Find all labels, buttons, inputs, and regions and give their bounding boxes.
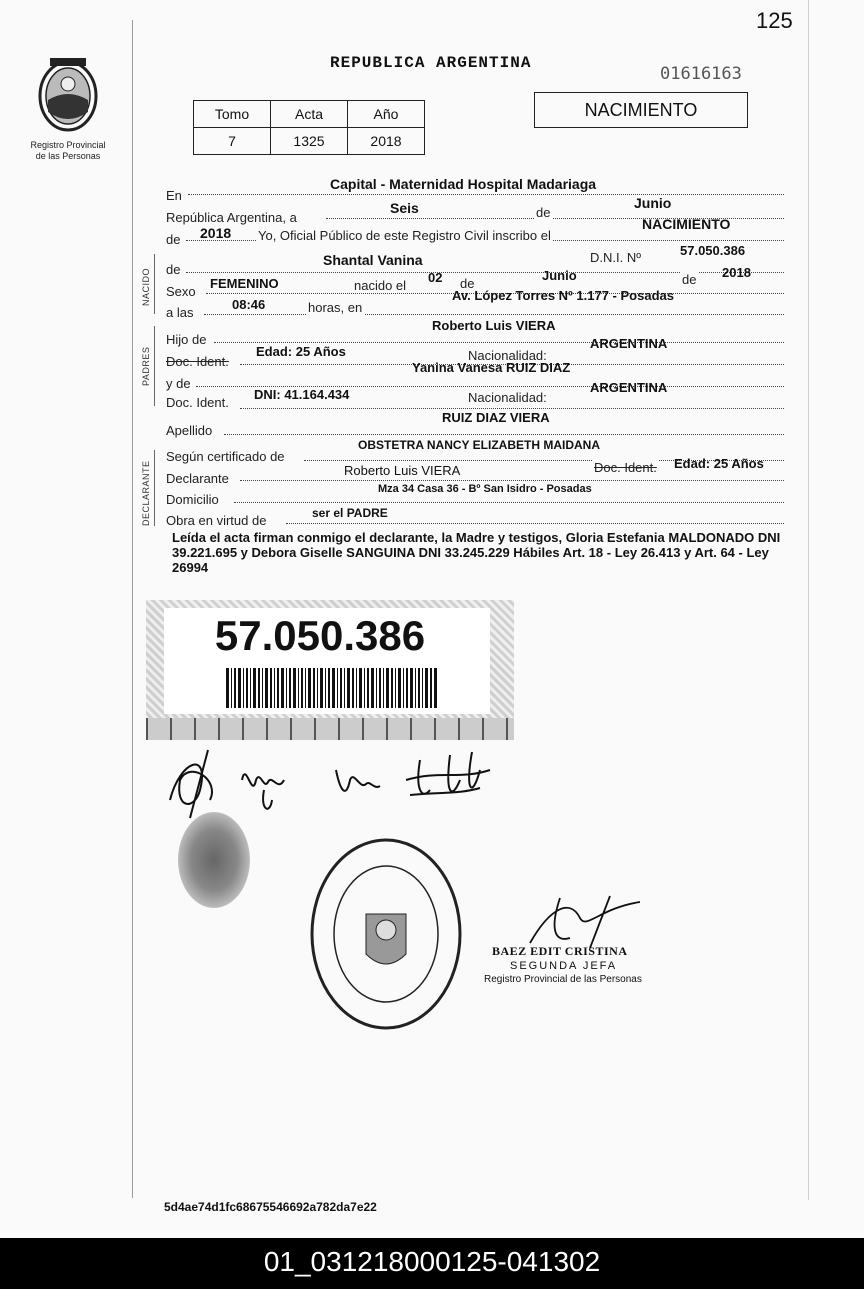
margin-line bbox=[132, 20, 133, 1198]
page-edge-line bbox=[808, 0, 809, 1200]
declarante-label: Declarante bbox=[166, 471, 229, 486]
dni-label: D.N.I. Nº bbox=[590, 250, 641, 265]
birth-year-value: 2018 bbox=[722, 265, 751, 280]
declarante-doc-value: Edad: 25 Años bbox=[674, 456, 764, 471]
document-hash: 5d4ae74d1fc68675546692a782da7e22 bbox=[164, 1200, 377, 1214]
dni-sticker-inner bbox=[164, 608, 490, 714]
mother-doc-value: DNI: 41.164.434 bbox=[254, 387, 350, 402]
registry-table bbox=[193, 100, 425, 155]
mother-name-value: Yanina Vanesa RUIZ DIAZ bbox=[412, 360, 571, 375]
section-label-nacido: NACIDO bbox=[141, 267, 151, 306]
mother-doc-label: Doc. Ident. bbox=[166, 395, 229, 410]
domicilio-value: Mza 34 Casa 36 - Bº San Isidro - Posadas bbox=[378, 483, 592, 495]
registry-table-header bbox=[194, 101, 425, 128]
section-bar-padres bbox=[154, 326, 155, 406]
en-label: En bbox=[166, 188, 182, 203]
section-bar-declarante bbox=[154, 450, 155, 526]
dotted-line bbox=[188, 194, 784, 195]
obra-label: Obra en virtud de bbox=[166, 513, 267, 528]
footer-id: 01_031218000125-041302 bbox=[263, 1246, 601, 1277]
child-name-value: Shantal Vanina bbox=[323, 252, 423, 268]
father-doc-label: Doc. Ident. bbox=[166, 354, 229, 369]
official-signature-icon bbox=[490, 888, 660, 948]
domicilio-label: Domicilio bbox=[166, 492, 219, 507]
hijo-de-label: Hijo de bbox=[166, 332, 207, 347]
official-name: BAEZ EDIT CRISTINA bbox=[492, 944, 628, 958]
logo-caption: Registro Provincial de las Personas bbox=[30, 140, 106, 161]
day-value: Seis bbox=[390, 200, 419, 216]
signing-note: Leída el acta firman conmigo el declarante, la Madre y testigos, Gloria Estefania MALDONADO DNI 39.221.695 y Debora Giselle SANGUINA DNI 33.245.229 Hábiles Art. 18 - Ley 26.413 y Art. 64 - Ley 26994 bbox=[172, 530, 781, 575]
section-bar-nacido bbox=[154, 254, 155, 314]
dotted-line bbox=[286, 523, 784, 524]
mother-nationality-label: Nacionalidad: bbox=[468, 390, 547, 405]
birth-de-label-2: de bbox=[682, 272, 697, 287]
registry-table-values bbox=[194, 128, 425, 155]
value-tomo: 7 bbox=[194, 128, 271, 155]
apellido-value: RUIZ DIAZ VIERA bbox=[442, 410, 550, 425]
page-number: 125 bbox=[756, 8, 793, 33]
official-institution: Registro Provincial de las Personas bbox=[484, 974, 642, 985]
de-label-2: de bbox=[166, 232, 181, 247]
birth-month-value: Junio bbox=[542, 268, 577, 283]
section-label-declarante: DECLARANTE bbox=[141, 460, 151, 526]
obra-value: ser el PADRE bbox=[312, 506, 388, 520]
sticker-security-ribbon bbox=[146, 718, 514, 740]
a-las-label: a las bbox=[166, 305, 194, 320]
place-value: Capital - Maternidad Hospital Madariaga bbox=[330, 176, 597, 192]
handwritten-signatures-icon bbox=[160, 740, 520, 820]
horas-label: horas, en bbox=[308, 300, 363, 315]
declarante-value: Roberto Luis VIERA bbox=[344, 463, 461, 478]
section-label-padres: PADRES bbox=[141, 346, 151, 386]
value-anio: 2018 bbox=[348, 128, 425, 155]
official-role: SEGUNDA JEFA bbox=[510, 960, 618, 972]
dotted-line bbox=[240, 480, 784, 481]
time-value: 08:46 bbox=[232, 297, 266, 312]
dotted-line bbox=[240, 408, 784, 409]
father-nationality-value: ARGENTINA bbox=[590, 336, 668, 351]
mother-nationality-value: ARGENTINA bbox=[590, 380, 668, 395]
father-doc-value: Edad: 25 Años bbox=[256, 344, 346, 359]
dotted-line bbox=[214, 342, 784, 343]
value-acta: 1325 bbox=[271, 128, 348, 155]
header-anio: Año bbox=[348, 101, 425, 128]
father-nationality-label: Nacionalidad: bbox=[468, 348, 547, 363]
y-de-label: y de bbox=[166, 376, 191, 391]
birth-de-label: de bbox=[460, 276, 475, 291]
year-value: 2018 bbox=[200, 225, 232, 241]
sexo-label: Sexo bbox=[166, 284, 196, 299]
de-label: de bbox=[536, 205, 551, 220]
event-value: NACIMIENTO bbox=[642, 216, 731, 232]
footer-bar bbox=[0, 1238, 864, 1289]
month-value: Junio bbox=[634, 195, 672, 211]
fingerprint-icon bbox=[178, 812, 250, 908]
provincia-de-misiones-shield-icon bbox=[36, 54, 100, 136]
header-tomo: Tomo bbox=[194, 101, 271, 128]
declarante-doc-label: Doc. Ident. bbox=[594, 460, 657, 475]
nacido-el-label: nacido el bbox=[354, 278, 407, 293]
dotted-line bbox=[204, 314, 784, 315]
father-name-value: Roberto Luis VIERA bbox=[432, 318, 556, 333]
dotted-line bbox=[234, 502, 784, 503]
barcode-icon bbox=[226, 668, 438, 708]
republica-label: República Argentina, a bbox=[166, 210, 297, 225]
birth-address-value: Av. López Torres Nº 1.177 - Posadas bbox=[452, 288, 674, 303]
child-dni-value: 57.050.386 bbox=[680, 243, 746, 258]
certificado-label: Según certificado de bbox=[166, 449, 285, 464]
document-title: REPUBLICA ARGENTINA bbox=[330, 54, 532, 72]
certificado-value: OBSTETRA NANCY ELIZABETH MAIDANA bbox=[358, 438, 600, 452]
dotted-line bbox=[224, 434, 784, 435]
header-acta: Acta bbox=[271, 101, 348, 128]
record-type-box: NACIMIENTO bbox=[534, 92, 748, 128]
dni-sticker bbox=[146, 600, 514, 740]
serial-number: 01616163 bbox=[660, 64, 742, 84]
sexo-value: FEMENINO bbox=[210, 276, 279, 291]
official-seal-icon bbox=[306, 834, 466, 1034]
nacido-de-label: de bbox=[166, 262, 181, 277]
dni-sticker-number: 57.050.386 bbox=[214, 612, 426, 659]
oficial-text: Yo, Oficial Público de este Registro Civil inscribo el bbox=[258, 228, 551, 243]
birth-day-value: 02 bbox=[428, 270, 443, 285]
apellido-label: Apellido bbox=[166, 423, 213, 438]
